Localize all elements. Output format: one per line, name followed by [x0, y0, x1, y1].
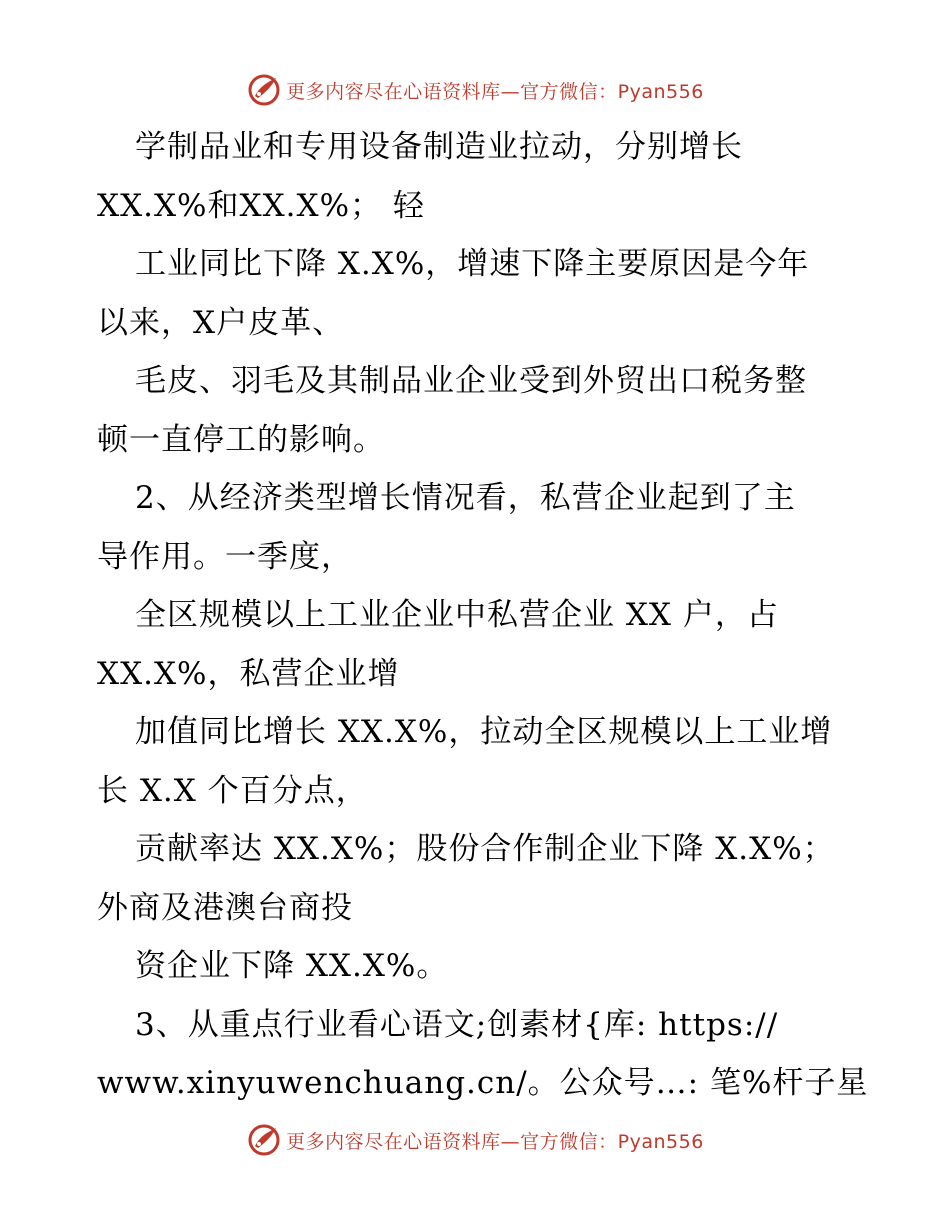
- text-line: 长 X.X 个百分点，: [97, 772, 368, 809]
- header-banner: [0, 70, 950, 110]
- text-line: 工业同比下降 X.X%，增速下降主要原因是今年: [135, 246, 810, 282]
- text-line: 全区规模以上工业企业中私营企业 XX 户，占: [135, 597, 779, 633]
- document-body: [97, 118, 869, 1113]
- text-line: 贡献率达 XX.X%；股份合作制企业下降 X.X%；: [135, 831, 835, 867]
- pen-logo-icon: [246, 72, 282, 108]
- text-line: XX.X%和XX.X%； 轻: [97, 187, 425, 224]
- text-line: XX.X%，私营企业增: [97, 655, 400, 692]
- text-line: 加值同比增长 XX.X%，拉动全区规模以上工业增: [135, 714, 833, 750]
- banner-text: 更多内容尽在心语资料库—官方微信：Pyan556: [286, 80, 704, 103]
- text-line: 学制品业和专用设备制造业拉动，分别增长: [135, 129, 743, 165]
- footer-banner: [0, 1120, 950, 1160]
- text-line: 3、从重点行业看心语文;创素材{库: https://: [135, 1006, 779, 1043]
- text-line: 毛皮、羽毛及其制品业企业受到外贸出口税务整: [135, 363, 807, 399]
- text-line: 导作用。一季度，: [97, 538, 353, 575]
- text-line: 外商及港澳台商投: [97, 889, 353, 926]
- text-line: 顿一直停工的影响。: [97, 421, 385, 458]
- banner-text: 更多内容尽在心语资料库—官方微信：Pyan556: [286, 1130, 704, 1153]
- text-line: 2、从经济类型增长情况看，私营企业起到了主: [135, 480, 796, 516]
- text-line: 以来，X户皮革、: [97, 304, 345, 341]
- text-line: 资企业下降 XX.X%。: [135, 948, 449, 984]
- text-line: www.xinyuwenchuang.cn/。公众号…: 笔%杆子星: [97, 1065, 869, 1101]
- pen-logo-icon: [246, 1122, 282, 1158]
